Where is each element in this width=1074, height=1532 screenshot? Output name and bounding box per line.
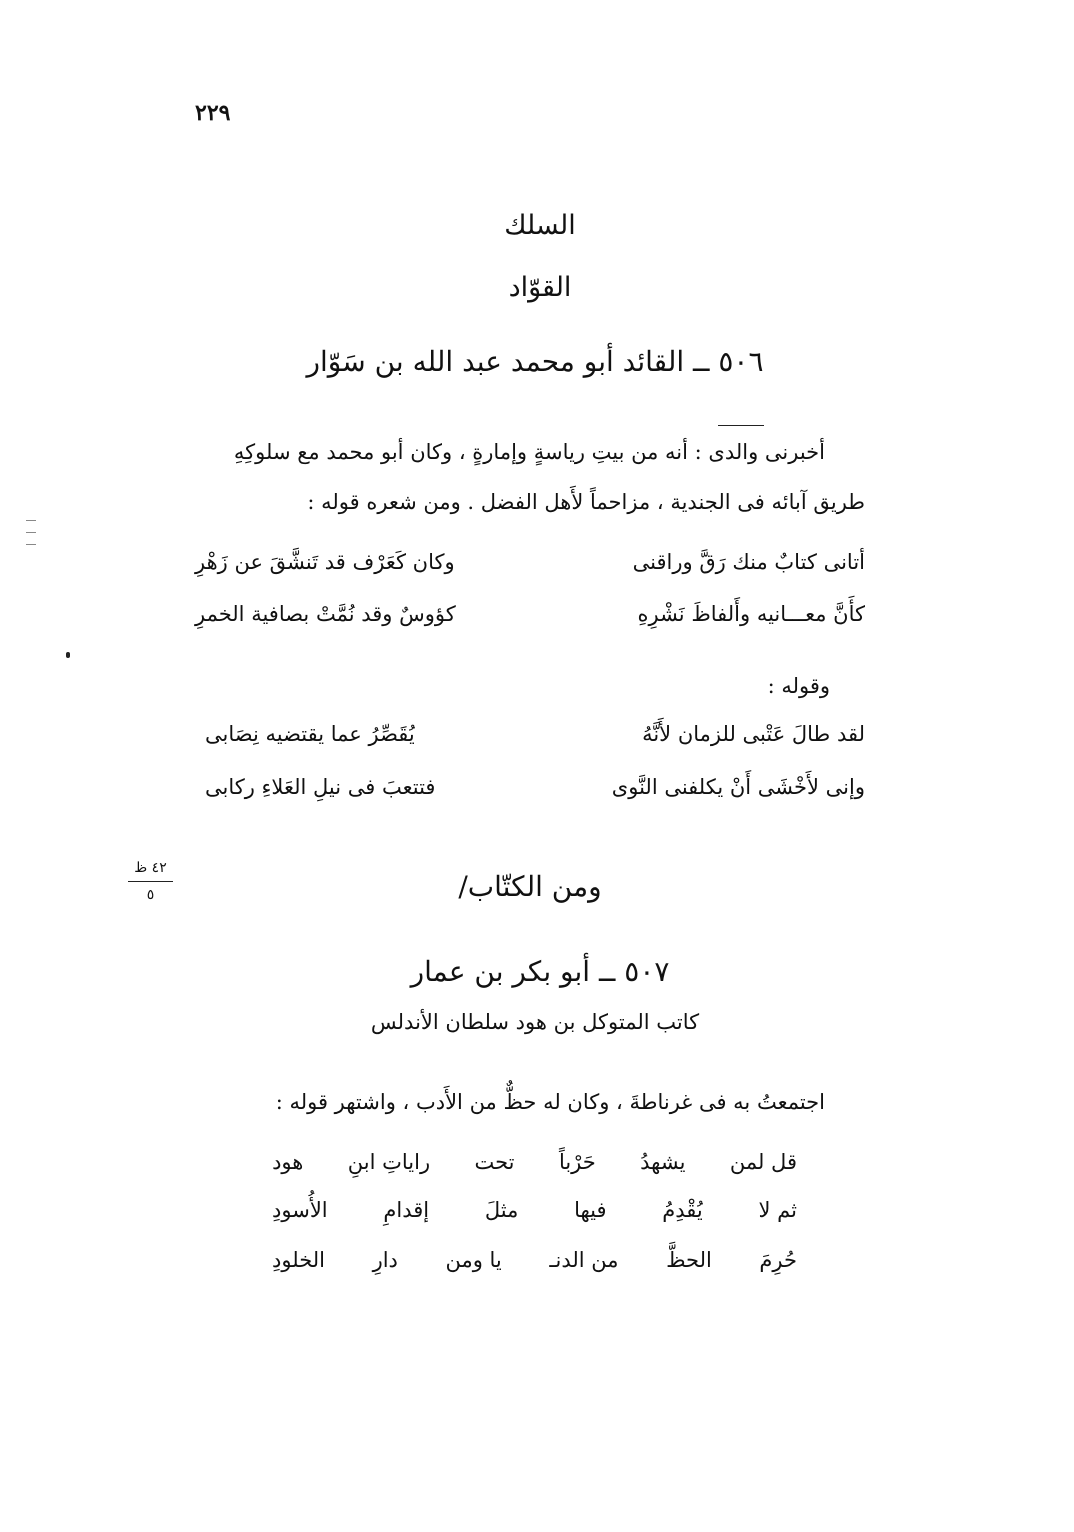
scan-mark xyxy=(26,520,36,521)
entry-507-subtitle: كاتب المتوكل بن هود سلطان الأندلس xyxy=(370,1010,700,1034)
word: حُرِمَ xyxy=(759,1248,797,1272)
hemistich-left: يُقَصِّرُ عما يقتضيه نِصَابى xyxy=(205,722,415,746)
hemistich-left: وكان كَعَرْف قد تَنشَّقَ عن زَهْرِ xyxy=(195,550,455,574)
word: يُقْدِمُ xyxy=(662,1198,703,1222)
poem-2-verse-1 xyxy=(205,722,865,746)
word: يا ومن xyxy=(445,1248,502,1272)
word: تحت xyxy=(474,1150,515,1174)
hemistich-left: كؤوسٌ وقد نُمَّتْ بصافية الخمرِ xyxy=(195,602,456,626)
subsection-heading: القوّاد xyxy=(508,272,572,303)
ink-speck xyxy=(66,652,70,658)
poem-1-verse-2 xyxy=(195,602,865,626)
word: الخلودِ xyxy=(272,1248,325,1272)
word: فيها xyxy=(574,1198,607,1222)
hemistich-right: وإنى لأَخْشَى أَنْ يكلفنى النَّوى xyxy=(611,775,865,799)
margin-folio-note xyxy=(128,860,173,903)
word: إقدامِ xyxy=(383,1198,430,1222)
underline-rule xyxy=(718,425,764,426)
page-number: ٢٢٩ xyxy=(195,100,231,126)
word: من الدنـ xyxy=(549,1248,619,1272)
word: دارِ xyxy=(372,1248,398,1272)
word: حَرْباً xyxy=(558,1150,596,1174)
folio-sub: ٥ xyxy=(146,887,155,903)
word: الأُسودِ xyxy=(272,1198,328,1222)
poem-3-line-2 xyxy=(272,1198,797,1222)
word: الحظَّ xyxy=(666,1248,712,1272)
entry-506-heading: ٥٠٦ ــ القائد أبو محمد عبد الله بن سَوّار xyxy=(306,345,764,378)
hemistich-right: لقد طالَ عَتْبى للزمان لأَنَّهُ xyxy=(642,722,865,746)
word: ثم لا xyxy=(758,1198,797,1222)
folio-number: ٤٢ ظ xyxy=(134,860,167,876)
folio-divider xyxy=(128,881,173,882)
entry-506-prose-line-1: أخبرنى والدى : أنه من بيتِ رياسةٍ وإمارةٍ ، وكان أبو محمد مع سلوكِهِ xyxy=(233,440,825,464)
scan-mark xyxy=(26,544,36,545)
entry-507-heading: ٥٠٧ ــ أبو بكر بن عمار xyxy=(410,955,670,988)
word: قل لمن xyxy=(729,1150,797,1174)
poem-3-line-1 xyxy=(272,1150,797,1174)
section-2-heading: /ومن الكتّاب xyxy=(458,870,602,903)
word: مثلَ xyxy=(484,1198,519,1222)
intro-2: وقوله : xyxy=(767,674,830,698)
hemistich-right: أتانى كتابٌ منك رَقَّ وراقنى xyxy=(632,550,865,574)
poem-1-verse-1 xyxy=(195,550,865,574)
entry-507-prose: اجتمعتُ به فى غرناطةَ ، وكان له حظٌّ من الأَدب ، واشتهر قوله : xyxy=(275,1090,825,1114)
poem-3-line-3 xyxy=(272,1248,797,1272)
poem-2-verse-2 xyxy=(205,775,865,799)
hemistich-right: كأَنَّ معـــانيه وأَلفاظَ نَشْرِهِ xyxy=(637,602,865,626)
word: هود xyxy=(272,1150,304,1174)
hemistich-left: فتتعبَ فى نيلِ العَلاءِ ركابى xyxy=(205,775,436,799)
scan-mark xyxy=(26,532,36,533)
word: يشهدُ xyxy=(640,1150,686,1174)
entry-506-prose-line-2: طريق آبائه فى الجندية ، مزاحماً لأَهل الفضل . ومن شعره قوله : xyxy=(307,490,865,514)
word: راياتِ ابنِ xyxy=(347,1150,431,1174)
section-heading: السلك xyxy=(504,210,576,241)
